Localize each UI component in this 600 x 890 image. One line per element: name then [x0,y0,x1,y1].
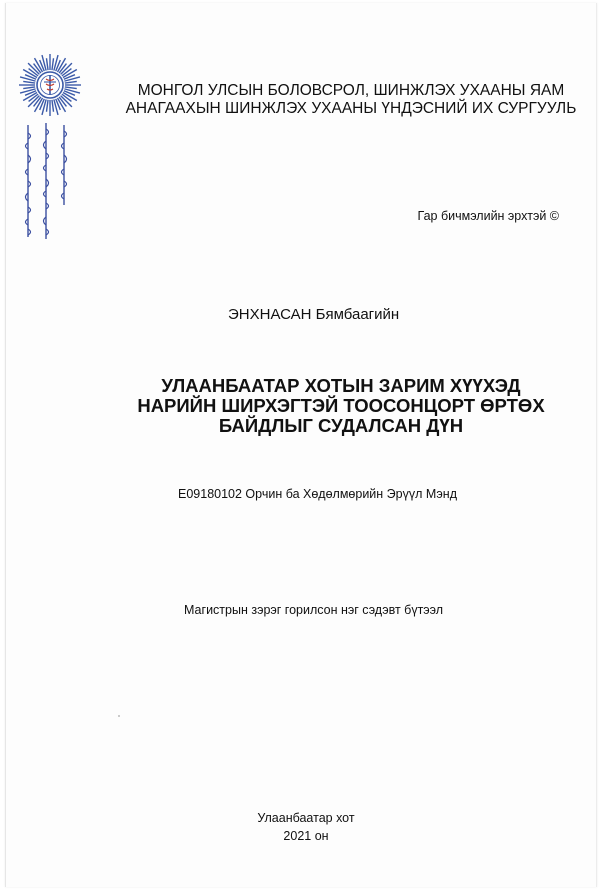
thesis-title-line-1: УЛААНБААТАР ХОТЫН ЗАРИМ ХҮҮХЭД [161,375,521,396]
university-name: АНАГААХЫН ШИНЖЛЭХ УХААНЫ ҮНДЭСНИЙ ИХ СУРГУУЛЬ [125,100,577,117]
emblem-ray [52,100,54,112]
emblem-ray [46,100,48,112]
publication-place: Улаанбаатар хот [257,811,355,825]
document-page [5,3,597,887]
emblem-ray [23,87,35,89]
thesis-title-line-2: НАРИЙН ШИРХЭГТЭЙ ТООСОНЦОРТ ӨРТӨХ [137,395,545,416]
emblem-ray [46,58,48,70]
ministry-name: МОНГОЛ УЛСЫН БОЛОВСРОЛ, ШИНЖЛЭХ УХААНЫ ЯАМ [137,82,565,99]
university-emblem-icon [18,53,82,117]
mongolian-script-logo-column [38,121,54,241]
degree-statement: Магистрын зэрэг горилсон нэг сэдэвт бүтээл [184,603,444,617]
specialty-code: E09180102 Орчин ба Хөдөлмөрийн Эрүүл Мэнд [178,487,457,501]
mongolian-script-logo-column [56,121,72,241]
publication-year: 2021 он [283,829,329,843]
emblem-ray [23,81,35,83]
emblem-ray [65,87,77,89]
scan-speck [118,715,120,717]
emblem-ray [65,81,77,83]
copyright-notice: Гар бичмэлийн эрхтэй © [417,209,559,223]
emblem-ray [52,58,54,70]
mongolian-script-logo-column [20,121,36,241]
author-name: ЭНХНАСАН Бямбаагийн [228,306,400,323]
thesis-title-line-3: БАЙДЛЫГ СУДАЛСАН ДҮН [218,415,464,436]
